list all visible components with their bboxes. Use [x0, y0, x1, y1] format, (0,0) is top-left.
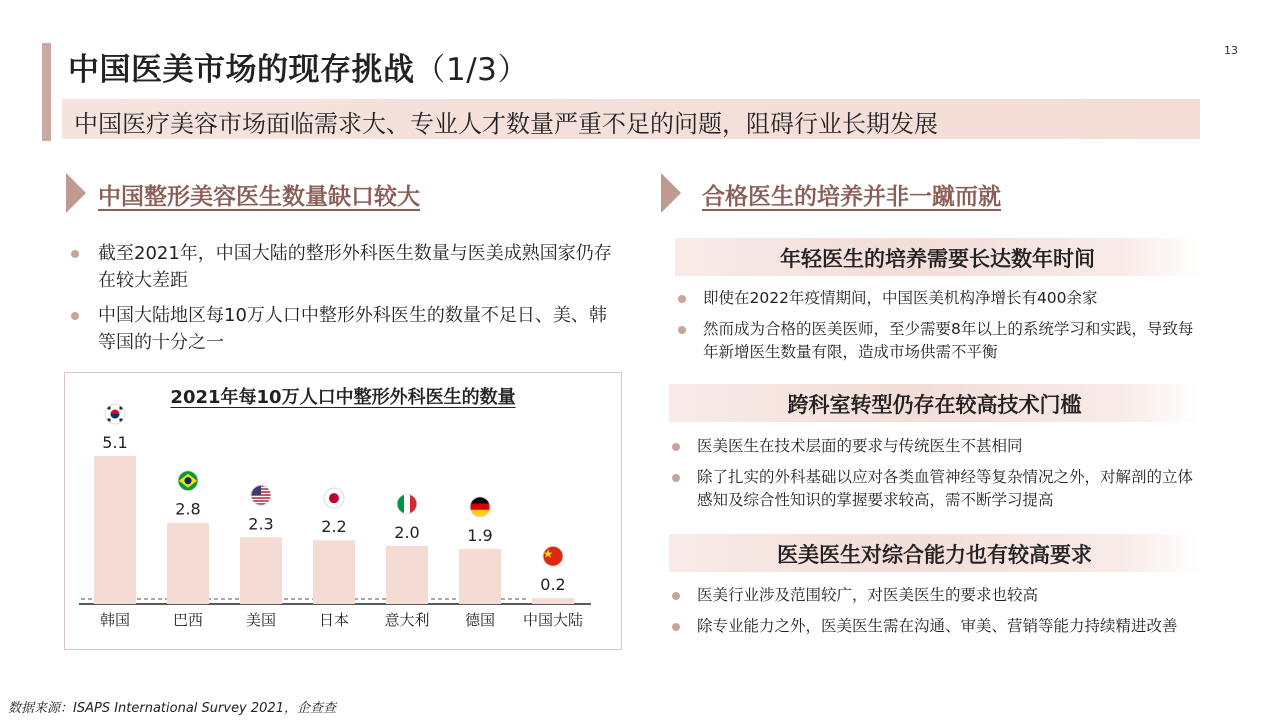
group-1-bullet-2: 然而成为合格的医美医师，至少需要8年以上的系统学习和实践，导致每年新增医生数量有限，造成市场供需不平衡: [703, 318, 1198, 364]
chart-container: [64, 372, 622, 650]
category-label: 德国: [464, 611, 496, 629]
bullet-dot: [678, 326, 686, 334]
title-suffix: （1/3）: [414, 52, 529, 88]
category-label: 韩国: [99, 611, 131, 629]
category-label: 意大利: [384, 611, 430, 629]
right-section-title: 合格医生的培养并非一蹴而就: [702, 184, 1001, 210]
left-bullet-2: 中国大陆地区每10万人口中整形外科医生的数量不足日、美、韩等国的十分之一: [98, 302, 618, 356]
value-label: 2.3: [248, 514, 274, 534]
bullet-dot: [678, 295, 686, 303]
chart-title: 2021年每10万人口中整形外科医生的数量: [170, 387, 516, 408]
group-2-heading: 跨科室转型仍存在较高技术门槛: [787, 393, 1082, 417]
category-label: 巴西: [172, 611, 204, 629]
group-2-bullet-2: 除了扎实的外科基础以应对各类血管神经等复杂情况之外，对解剖的立体感知及综合性知识的掌握要求较高，需不断学习提高: [697, 466, 1197, 512]
bar-德国: [459, 549, 501, 604]
value-label: 0.2: [540, 575, 566, 595]
page-title: [68, 44, 529, 89]
value-label: 2.8: [175, 499, 201, 519]
bar-日本: [313, 540, 355, 604]
title-accent-bar: [42, 43, 51, 141]
right-section-arrow-icon: [661, 173, 681, 213]
brazil-flag-icon: [178, 471, 198, 491]
korea-flag-icon: [105, 404, 125, 424]
category-label: 中国大陆: [522, 611, 584, 629]
left-bullet-1: 截至2021年，中国大陆的整形外科医生数量与医美成熟国家仍存在较大差距: [98, 240, 618, 294]
group-3-bullet-1: 医美行业涉及范围较广，对医美医生的要求也较高: [697, 584, 1197, 607]
bullet-dot: [71, 312, 79, 320]
bar-中国大陆: [532, 598, 574, 604]
left-section-arrow-icon: [66, 173, 86, 213]
usa-flag-icon: [251, 485, 271, 505]
data-source-footnote: 数据来源：ISAPS International Survey 2021，企查查: [8, 701, 336, 716]
title-text: 中国医美市场的现存挑战: [68, 52, 415, 88]
value-label: 5.1: [102, 433, 128, 452]
germany-flag-icon: [470, 497, 490, 517]
group-1-bullet-1: 即使在2022年疫情期间，中国医美机构净增长有400余家: [703, 287, 1198, 310]
page-number: 13: [1224, 44, 1238, 57]
china-flag-icon: [543, 546, 563, 566]
group-3-heading: 医美医生对综合能力也有较高要求: [777, 543, 1092, 567]
bar-巴西: [167, 523, 209, 604]
value-label: 2.2: [321, 517, 347, 537]
bullet-dot: [672, 474, 680, 482]
bullet-dot: [672, 592, 680, 600]
group-3-bullet-2: 除专业能力之外，医美医生需在沟通、审美、营销等能力持续精进改善: [697, 615, 1197, 638]
value-label: 2.0: [394, 522, 420, 542]
category-label: 美国: [245, 611, 277, 629]
bar-意大利: [386, 546, 428, 604]
japan-flag-icon: [324, 488, 344, 508]
bullet-dot: [71, 250, 79, 258]
bullet-dot: [672, 443, 680, 451]
left-section-title: 中国整形美容医生数量缺口较大: [98, 184, 420, 210]
value-label: 1.9: [467, 525, 493, 545]
italy-flag-icon: [397, 494, 417, 514]
bar-韩国: [94, 456, 136, 604]
bullet-dot: [672, 623, 680, 631]
page-subtitle: 中国医疗美容市场面临需求大、专业人才数量严重不足的问题，阻碍行业长期发展: [74, 110, 938, 138]
bar-美国: [240, 537, 282, 604]
bar-chart: [65, 373, 621, 649]
group-1-heading: 年轻医生的培养需要长达数年时间: [780, 247, 1095, 271]
category-label: 日本: [318, 611, 350, 629]
group-2-bullet-1: 医美医生在技术层面的要求与传统医生不甚相同: [697, 435, 1197, 458]
